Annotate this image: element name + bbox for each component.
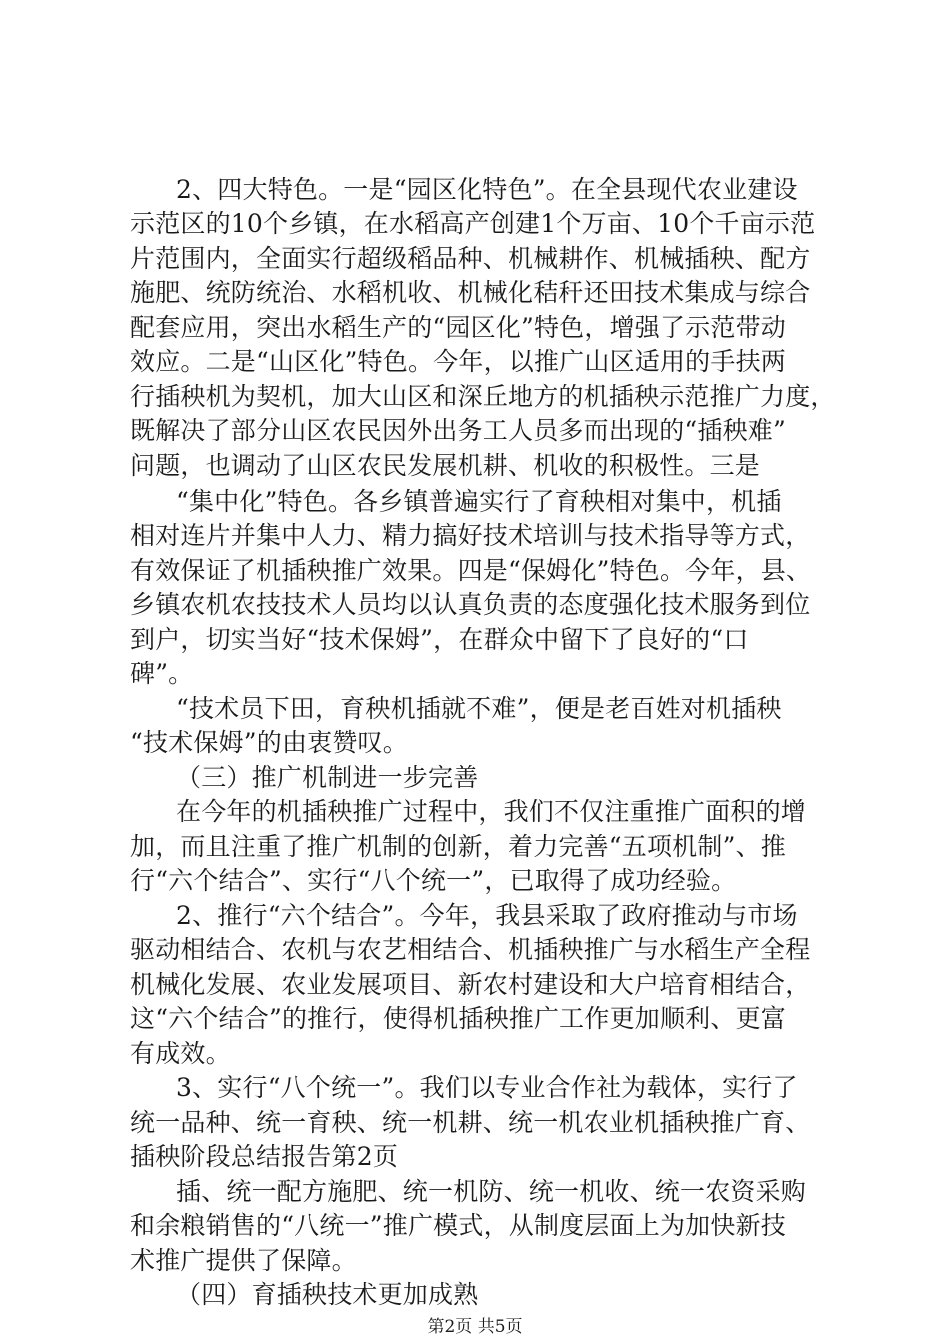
text-line: 到户，切实当好“技术保姆”，在群众中留下了良好的“口 xyxy=(130,625,749,654)
text-line: 既解决了部分山区农民因外出务工人员多而出现的“插秧难” xyxy=(130,416,786,445)
text-line: 乡镇农机农技技术人员均以认真负责的态度强化技术服务到位 xyxy=(130,590,811,619)
text-line: 机械化发展、农业发展项目、新农村建设和大户培育相结合， xyxy=(130,970,811,999)
text-line: “技术保姆”的由衷赞叹。 xyxy=(130,728,408,757)
section-heading: （四）育插秧技术更加成熟 xyxy=(176,1280,479,1309)
section-heading: （三）推广机制进一步完善 xyxy=(176,763,479,792)
text-line: 示范区的10个乡镇，在水稻高产创建1个万亩、10个千亩示范 xyxy=(130,209,816,238)
text-line: 和余粮销售的“八统一”推广模式，从制度层面上为加快新技 xyxy=(130,1211,786,1240)
text-line: 问题，也调动了山区农民发展机耕、机收的积极性。三是 xyxy=(130,451,761,480)
text-line: 这“六个结合”的推行，使得机插秧推广工作更加顺利、更富 xyxy=(130,1004,786,1033)
text-line: “技术员下田，育秧机插就不难”，便是老百姓对机插秧 xyxy=(176,694,782,723)
text-line: 统一品种、统一育秧、统一机耕、统一机农业机插秧推广育、 xyxy=(130,1108,811,1137)
text-line: “集中化”特色。各乡镇普遍实行了育秧相对集中，机插 xyxy=(176,487,782,516)
text-line: 驱动相结合、农机与农艺相结合、机插秧推广与水稻生产全程 xyxy=(130,935,811,964)
text-line: 施肥、统防统治、水稻机收、机械化秸秆还田技术集成与综合 xyxy=(130,278,811,307)
text-line: 2、四大特色。一是“园区化特色”。在全县现代农业建设 xyxy=(176,175,798,204)
text-line: 术推广提供了保障。 xyxy=(130,1246,357,1275)
text-line: 相对连片并集中人力、精力搞好技术培训与技术指导等方式， xyxy=(130,521,811,550)
text-line: 效应。二是“山区化”特色。今年，以推广山区适用的手扶两 xyxy=(130,347,786,376)
text-line: 有成效。 xyxy=(130,1039,231,1068)
text-line: 碑”。 xyxy=(130,659,194,688)
text-line: 行插秧机为契机，加大山区和深丘地方的机插秧示范推广力度， xyxy=(130,382,836,411)
text-line: 加，而且注重了推广机制的创新，着力完善“五项机制”、推 xyxy=(130,832,786,861)
text-line: 行“六个结合”、实行“八个统一”，已取得了成功经验。 xyxy=(130,866,737,895)
page-footer: 第2页 共5页 xyxy=(427,1317,523,1337)
text-line: 有效保证了机插秧推广效果。四是“保姆化”特色。今年，县、 xyxy=(130,556,812,585)
text-line: 2、推行“六个结合”。今年，我县采取了政府推动与市场 xyxy=(176,901,798,930)
text-line: 片范围内，全面实行超级稻品种、机械耕作、机械插秧、配方 xyxy=(130,244,811,273)
text-line: 配套应用，突出水稻生产的“园区化”特色，增强了示范带动 xyxy=(130,313,786,342)
text-line: 3、实行“八个统一”。我们以专业合作社为载体，实行了 xyxy=(176,1073,798,1102)
text-line: 在今年的机插秧推广过程中，我们不仅注重推广面积的增 xyxy=(176,797,807,826)
text-line: 插秧阶段总结报告第2页 xyxy=(130,1142,399,1171)
text-line: 插、统一配方施肥、统一机防、统一机收、统一农资采购 xyxy=(176,1177,807,1206)
